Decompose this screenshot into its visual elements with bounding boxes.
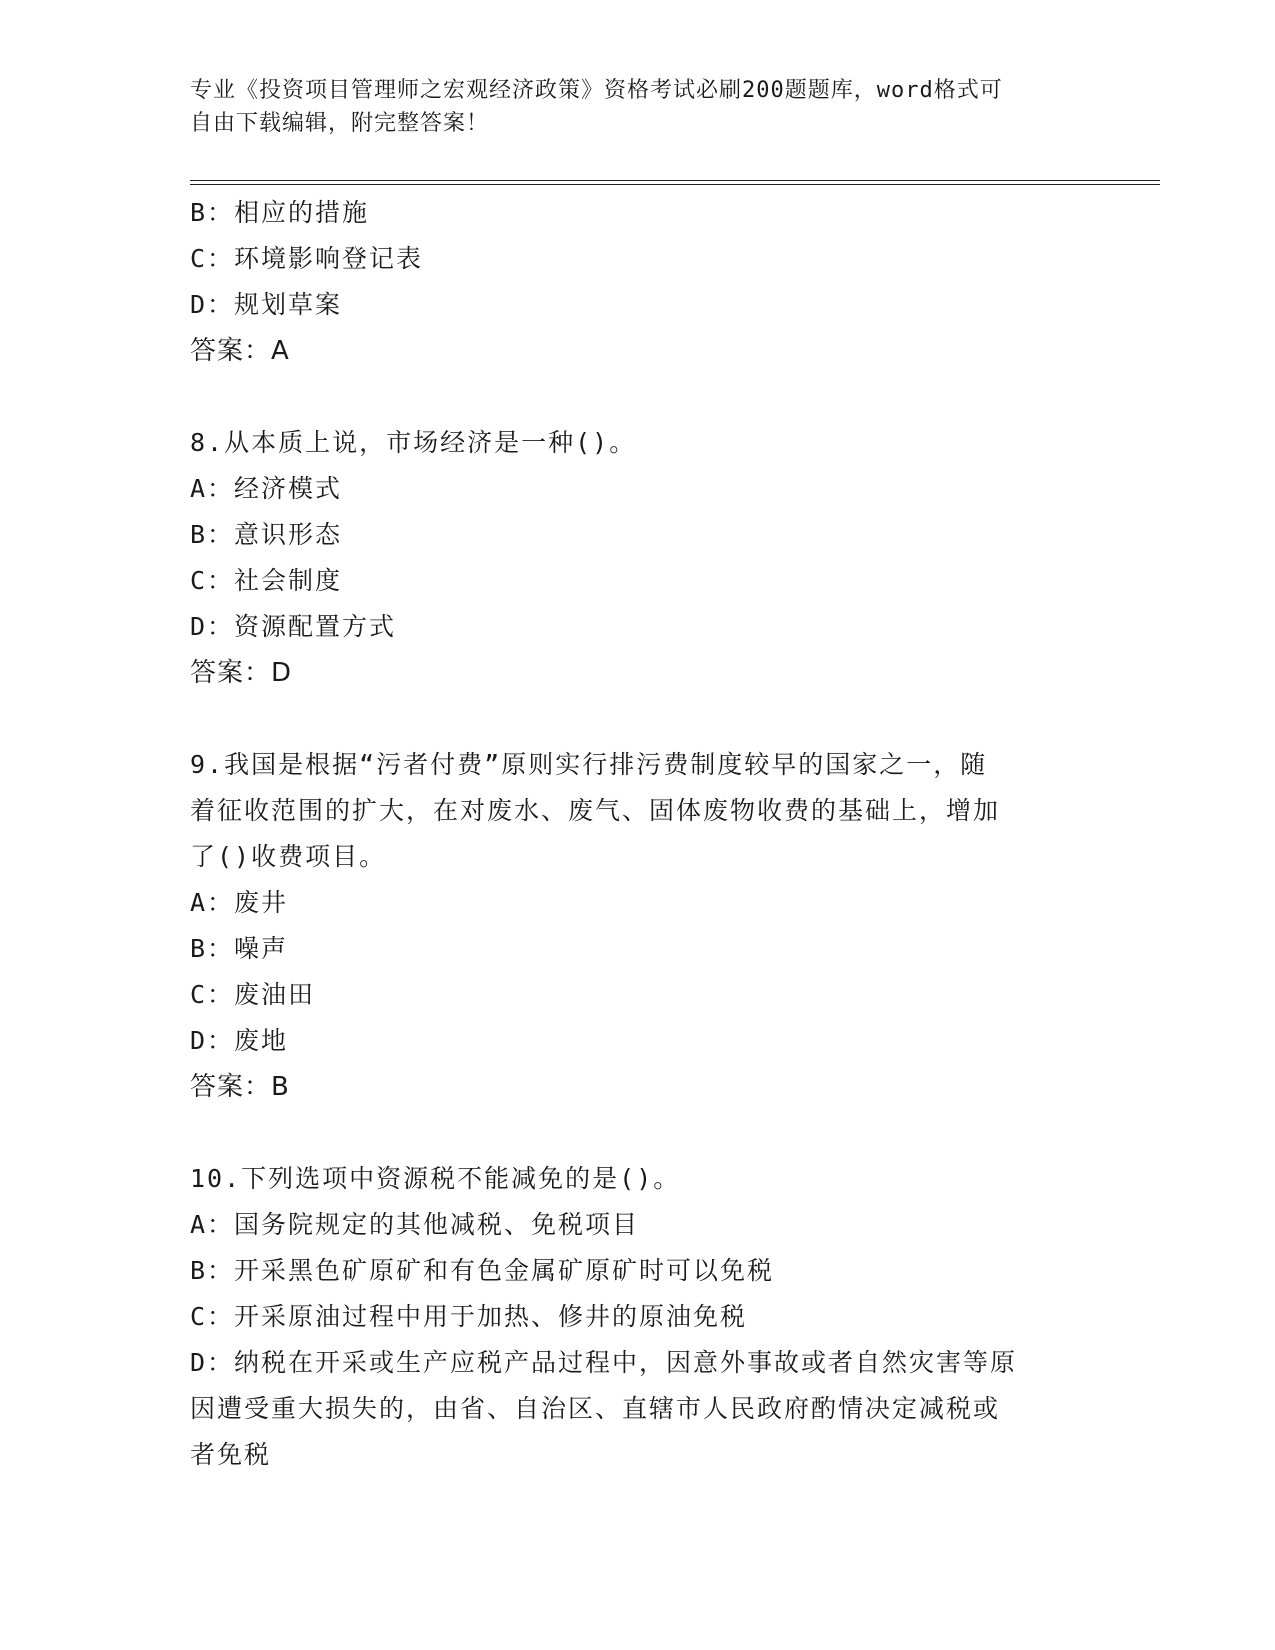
answer-line: 答案：D xyxy=(190,658,293,688)
question-text-line-3: 了()收费项目。 xyxy=(190,842,387,871)
option-b: B：相应的措施 xyxy=(190,198,370,227)
question-10-block xyxy=(190,1156,1090,1478)
option-c: C：废油田 xyxy=(190,980,316,1009)
option-a: A：废井 xyxy=(190,888,289,917)
option-a: A：国务院规定的其他减税、免税项目 xyxy=(190,1210,640,1239)
header-title-line-1: 专业《投资项目管理师之宏观经济政策》资格考试必刷200题题库，word格式可 xyxy=(190,78,1003,103)
header-divider-bottom xyxy=(190,184,1160,185)
option-b: B：开采黑色矿原矿和有色金属矿原矿时可以免税 xyxy=(190,1256,775,1285)
answer-line: 答案：A xyxy=(190,336,290,366)
option-d: D：资源配置方式 xyxy=(190,612,397,641)
option-d-line-3: 者免税 xyxy=(190,1440,272,1469)
option-d: D：废地 xyxy=(190,1026,289,1055)
header-divider-top xyxy=(190,180,1160,181)
option-d: D：规划草案 xyxy=(190,290,343,319)
spacer xyxy=(190,374,1090,420)
document-header xyxy=(190,74,1090,140)
question-text: 10.下列选项中资源税不能减免的是()。 xyxy=(190,1164,681,1193)
question-7-block xyxy=(190,190,1090,374)
question-9-block xyxy=(190,742,1090,1110)
question-content xyxy=(190,190,1090,1478)
option-a: A：经济模式 xyxy=(190,474,343,503)
question-text-line-2: 着征收范围的扩大，在对废水、废气、固体废物收费的基础上，增加 xyxy=(190,796,1001,825)
option-d-line-2: 因遭受重大损失的，由省、自治区、直辖市人民政府酌情决定减税或 xyxy=(190,1394,1001,1423)
question-8-block xyxy=(190,420,1090,696)
option-d-line-1: D：纳税在开采或生产应税产品过程中，因意外事故或者自然灾害等原 xyxy=(190,1348,1018,1377)
option-b: B：噪声 xyxy=(190,934,289,963)
question-text-line-1: 9.我国是根据“污者付费”原则实行排污费制度较早的国家之一，随 xyxy=(190,750,988,779)
spacer xyxy=(190,1110,1090,1156)
spacer xyxy=(190,696,1090,742)
option-c: C：环境影响登记表 xyxy=(190,244,424,273)
option-b: B：意识形态 xyxy=(190,520,343,549)
question-text: 8.从本质上说，市场经济是一种()。 xyxy=(190,428,637,457)
option-c: C：开采原油过程中用于加热、修井的原油免税 xyxy=(190,1302,748,1331)
answer-line: 答案：B xyxy=(190,1072,290,1102)
option-c: C：社会制度 xyxy=(190,566,343,595)
header-title-line-2: 自由下载编辑，附完整答案！ xyxy=(190,111,490,136)
